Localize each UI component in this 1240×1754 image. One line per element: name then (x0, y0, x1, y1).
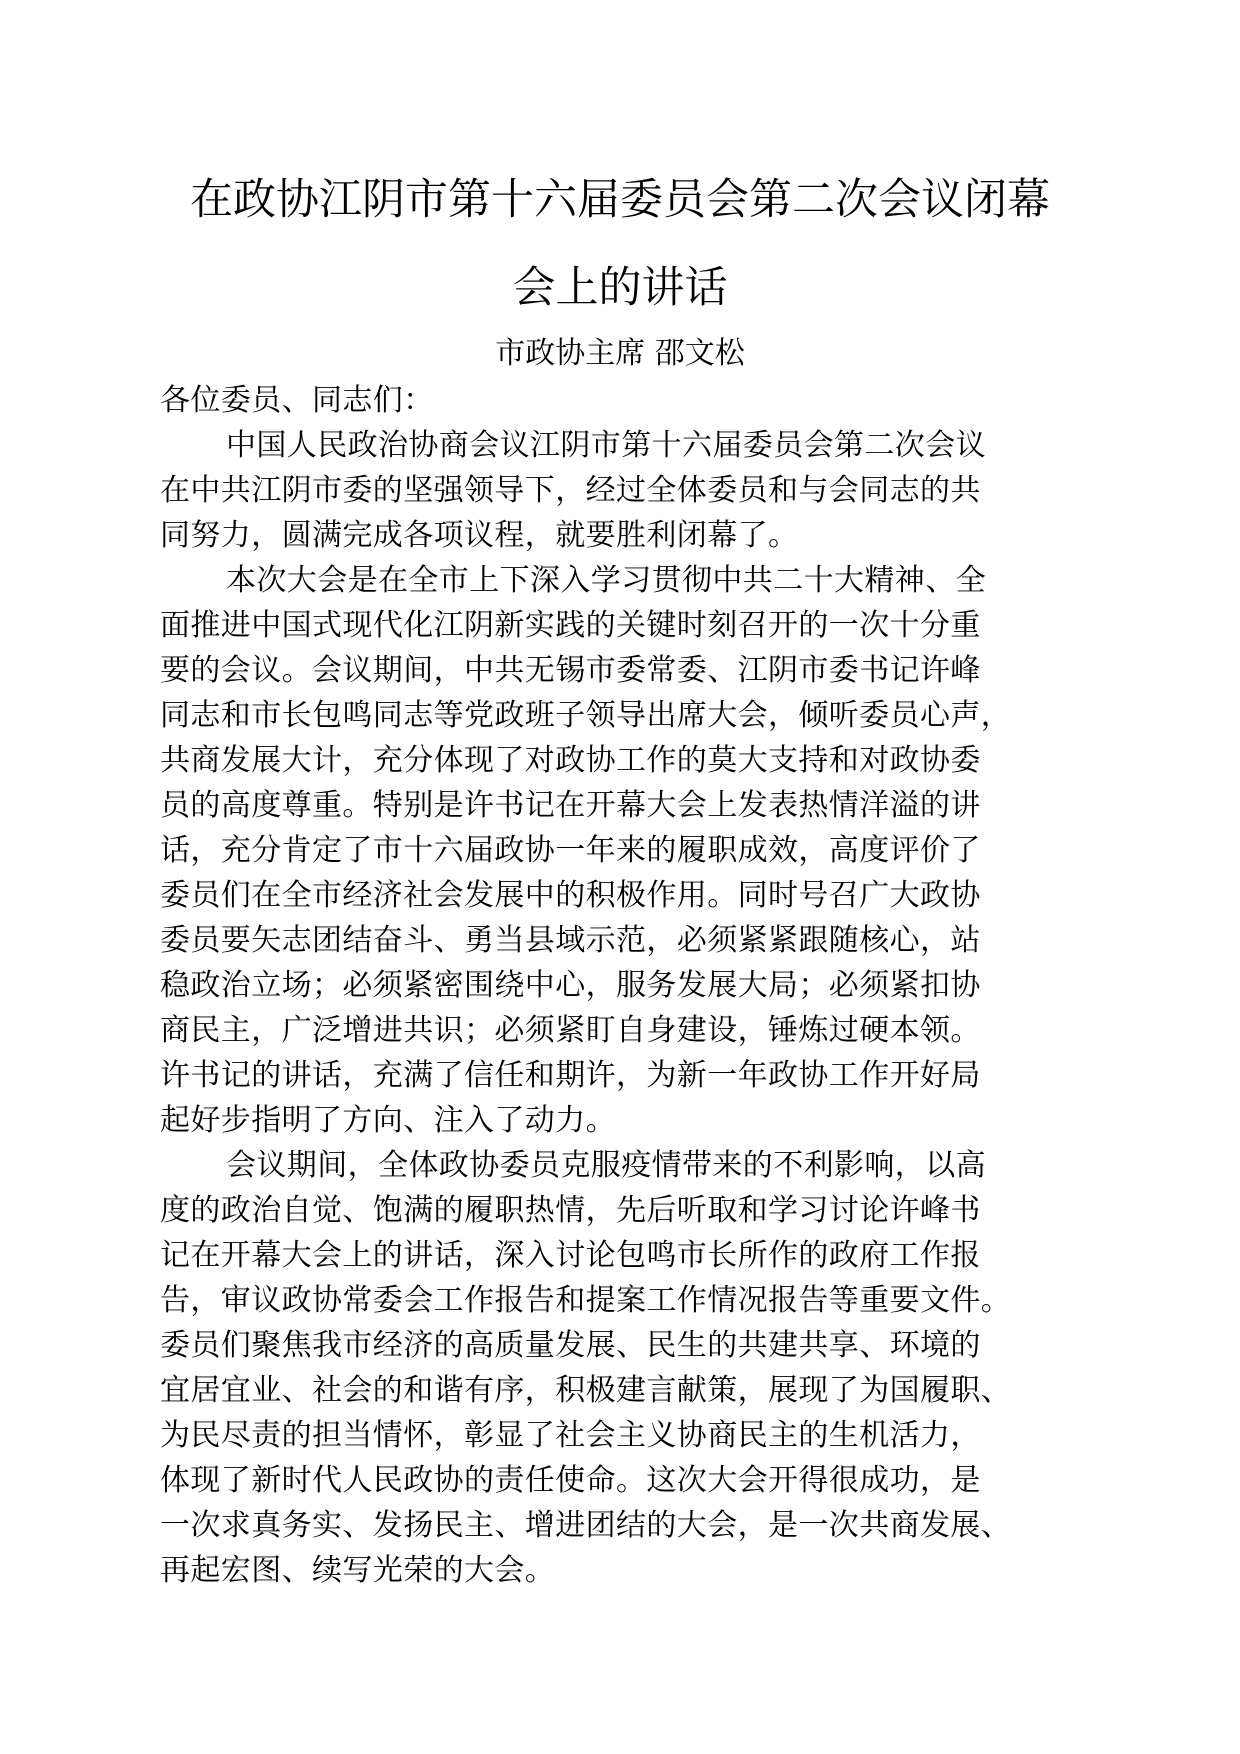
paragraph-3-line: 一次求真务实、发扬民主、增进团结的大会，是一次共商发展、 (160, 1508, 1012, 1543)
document-title-line-1: 在政协江阴市第十六届委员会第二次会议闭幕 (190, 175, 1050, 225)
paragraph-1-line: 中国人民政治协商会议江阴市第十六届委员会第二次会议 (226, 428, 986, 463)
paragraph-3-line: 记在开幕大会上的讲话，深入讨论包鸣市长所作的政府工作报 (160, 1238, 981, 1273)
paragraph-2-line: 同志和市长包鸣同志等党政班子领导出席大会，倾听委员心声， (160, 698, 1012, 733)
paragraph-3-line: 告，审议政协常委会工作报告和提案工作情况报告等重要文件。 (160, 1283, 1012, 1318)
paragraph-2-line: 面推进中国式现代化江阴新实践的关键时刻召开的一次十分重 (160, 608, 981, 643)
document-title-line-2: 会上的讲话 (512, 263, 728, 313)
document-author: 市政协主席 邵文松 (495, 336, 745, 371)
paragraph-2-line: 本次大会是在全市上下深入学习贯彻中共二十大精神、全 (226, 563, 986, 598)
paragraph-1-line: 同努力，圆满完成各项议程，就要胜利闭幕了。 (160, 518, 799, 553)
document-body (160, 378, 1120, 1593)
paragraph-2-line: 员的高度尊重。特别是许书记在开幕大会上发表热情洋溢的讲 (160, 788, 981, 823)
paragraph-2-line: 商民主，广泛增进共识；必须紧盯自身建设，锤炼过硬本领。 (160, 1013, 981, 1048)
greeting: 各位委员、同志们： (160, 383, 434, 418)
paragraph-2-line: 话，充分肯定了市十六届政协一年来的履职成效，高度评价了 (160, 833, 981, 868)
paragraph-2-line: 起好步指明了方向、注入了动力。 (160, 1103, 616, 1138)
paragraph-2-line: 委员们在全市经济社会发展中的积极作用。同时号召广大政协 (160, 878, 981, 913)
paragraph-3-line: 为民尽责的担当情怀，彰显了社会主义协商民主的生机活力， (160, 1418, 981, 1453)
paragraph-3-line: 度的政治自觉、饱满的履职热情，先后听取和学习讨论许峰书 (160, 1193, 981, 1228)
paragraph-3-line: 宜居宜业、社会的和谐有序，积极建言献策，展现了为国履职、 (160, 1373, 1012, 1408)
paragraph-3-line: 再起宏图、续写光荣的大会。 (160, 1553, 556, 1588)
paragraph-2-line: 委员要矢志团结奋斗、勇当县域示范，必须紧紧跟随核心，站 (160, 923, 981, 958)
paragraph-2-line: 要的会议。会议期间，中共无锡市委常委、江阴市委书记许峰 (160, 653, 981, 688)
paragraph-1-line: 在中共江阴市委的坚强领导下，经过全体委员和与会同志的共 (160, 473, 981, 508)
paragraph-2-line: 许书记的讲话，充满了信任和期许，为新一年政协工作开好局 (160, 1058, 981, 1093)
paragraph-2-line: 共商发展大计，充分体现了对政协工作的莫大支持和对政协委 (160, 743, 981, 778)
paragraph-3-line: 会议期间，全体政协委员克服疫情带来的不利影响，以高 (226, 1148, 986, 1183)
paragraph-2-line: 稳政治立场；必须紧密围绕中心，服务发展大局；必须紧扣协 (160, 968, 981, 1003)
paragraph-3-line: 体现了新时代人民政协的责任使命。这次大会开得很成功，是 (160, 1463, 981, 1498)
paragraph-3-line: 委员们聚焦我市经济的高质量发展、民生的共建共享、环境的 (160, 1328, 981, 1363)
